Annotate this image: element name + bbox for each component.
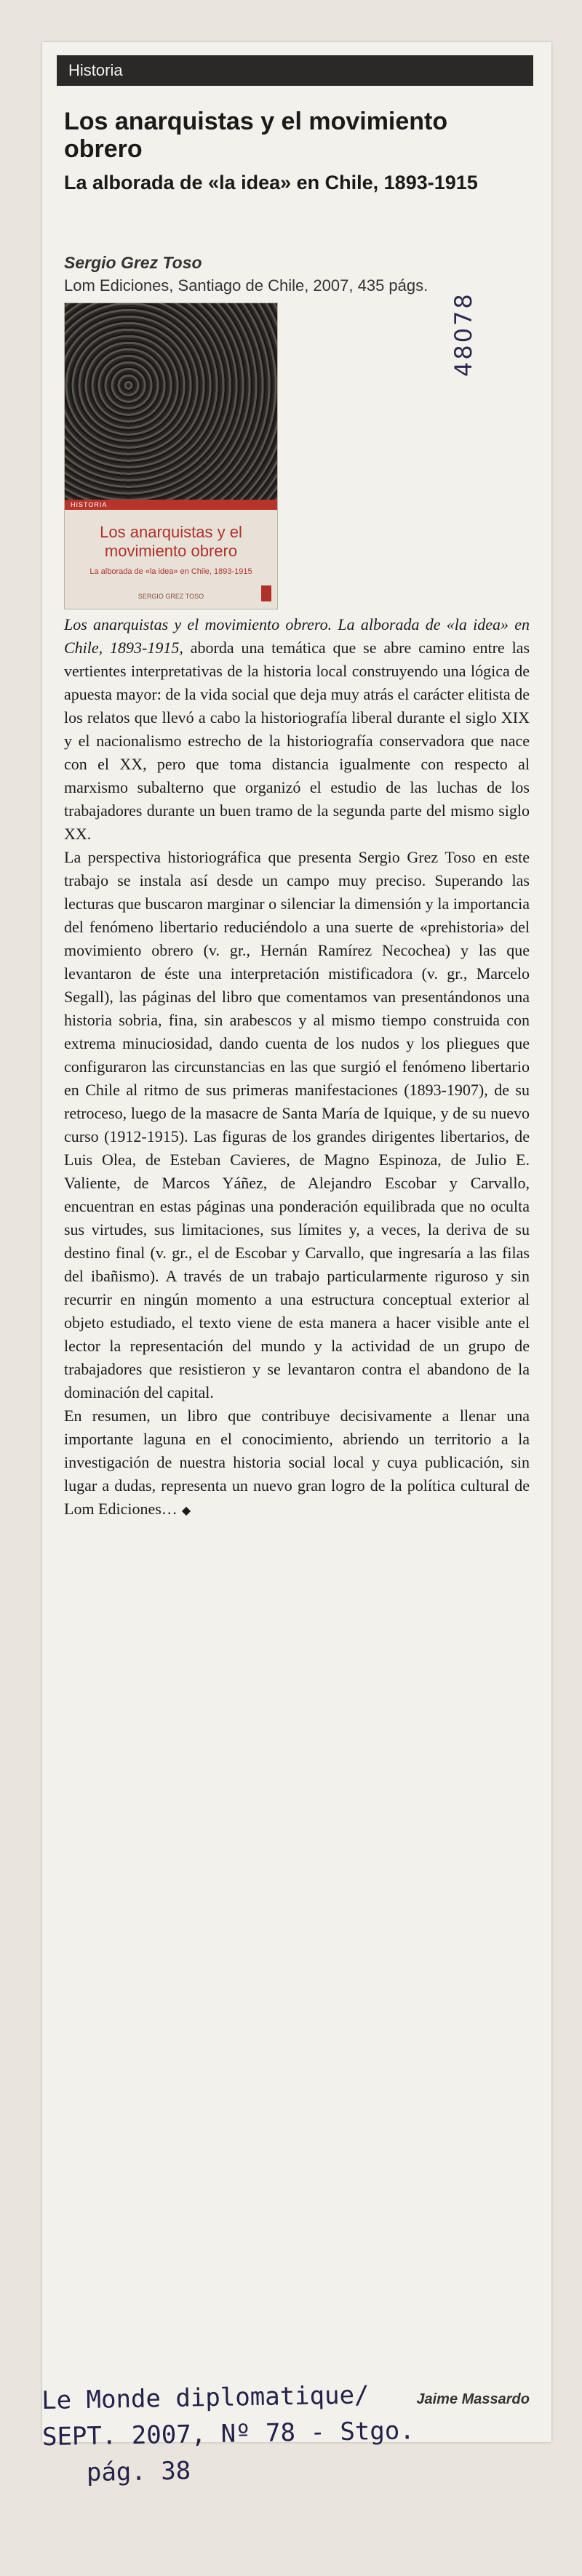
handwritten-line-2: SEPT. 2007, Nº 78 - Stgo. [41, 2416, 415, 2452]
cover-title: Los anarquistas y el movimiento obrero [100, 523, 242, 560]
end-mark-icon: ◆ [181, 1505, 191, 1517]
cover-badge: HISTORIA [71, 501, 108, 508]
paragraph-2: La perspectiva historiográfica que presenta Sergio Grez Toso en este trabajo se instala así desde un campo muy preciso. Superando las lecturas que buscaron marginar o silenciar la dimensión y la importancia del fenómeno libertario reduciéndolo a una suerte de «prehistoria» del movimiento obrero (v. gr., Hernán Ramírez Necochea) y las que levantaron de éste una interpretación mistificadora (v. gr., Marcelo Segall), las páginas del libro que comentamos van presentándonos una historia sobria, fina, sin arabescos y al mismo tiempo construida con extrema minuciosidad, dando cuenta de los nudos y los pliegues que configuraron las circunstancias en las que surgió el fenómeno libertario en Chile al ritmo de sus primeras manifestaciones (1893-1907), de su retroceso, luego de la masacre de Santa María de Iquique, y de su nuevo curso (1912-1915). Las figuras de los grandes dirigentes libertarios, de Luis Olea, de Esteban Cavieres, de Magno Espinoza, de Julio E. Valiente, de Marcos Yáñez, de Alejandro Escobar y Carvallo, encuentran en estas páginas una ponderación equilibrada que no oculta sus virtudes, sus limitaciones, sus límites y, a veces, la deriva de su destino final (v. gr., el de Escobar y Carvallo, que ingresaría a las filas del ibañismo). A través de un trabajo particularmente riguroso y sin recurrir en ningún momento a una estructura conceptual exterior al objeto estudiado, el texto viene de esta manera a hacer visible ante el lector la representación del mundo y la actividad de un grupo de trabajadores que resistieron y se levantaron contra el abandono de la dominación del capital. [64, 848, 530, 1401]
section-label: Historia [68, 61, 123, 79]
paragraph-1-text: aborda una temática que se abre camino entre las vertientes interpretativas de la historia local construyendo una lógica de apuesta mayor: de la vida social que deja muy atrás el carácter elitista de los relatos que llevó a cabo la historiografía liberal durante el siglo XIX y el nacionalismo estrecho de la historiografía conservadora que nace con el XX, pero que toma distancia igualmente con respecto al marxismo subalterno que organizó el estudio de las luchas de los trabajadores durante un buen tramo de la segunda parte del mismo siglo XX. [64, 639, 530, 843]
newspaper-clipping [42, 42, 551, 2442]
book-author: Sergio Grez Toso [64, 253, 202, 272]
paragraph-3-text: En resumen, un libro que contribuye decisivamente a llenar una importante laguna en el conocimiento, abriendo un territorio a la investigación de nuestra historia social local y cuya publicación, sin lugar a dudas, representa un nuevo gran logro de la política cultural de Lom Ediciones… [64, 1407, 530, 1518]
book-cover-image [64, 303, 278, 609]
paragraph-3 [64, 1404, 530, 1523]
book-title-inline: Los anarquistas y el movimiento obrero. La alborada de «la idea» en Chile, 1893-1915, [64, 615, 530, 657]
cover-crowd-photo [65, 303, 277, 508]
handwritten-line-3: pág. 38 [86, 2456, 191, 2488]
catalog-stamp: 48078 [450, 292, 477, 377]
review-author-signature: Jaime Massardo [416, 2391, 530, 2407]
handwritten-line-1: Le Monde diplomatique/ [41, 2380, 370, 2416]
article-body [64, 613, 530, 1523]
publisher-logo-icon [261, 585, 271, 601]
handwritten-source-note [41, 2374, 553, 2492]
article-headline: Los anarquistas y el movimiento obrero [64, 108, 448, 163]
article-subtitle: La alborada de «la idea» en Chile, 1893-1915 [64, 172, 478, 193]
paragraph-1 [64, 613, 530, 846]
cover-author: SERGIO GREZ TOSO [137, 593, 204, 600]
publication-info: Lom Ediciones, Santiago de Chile, 2007, 435 págs. [64, 276, 428, 295]
cover-subtitle: La alborada de «la idea» en Chile, 1893-1915 [89, 567, 252, 576]
section-bar [57, 55, 533, 86]
